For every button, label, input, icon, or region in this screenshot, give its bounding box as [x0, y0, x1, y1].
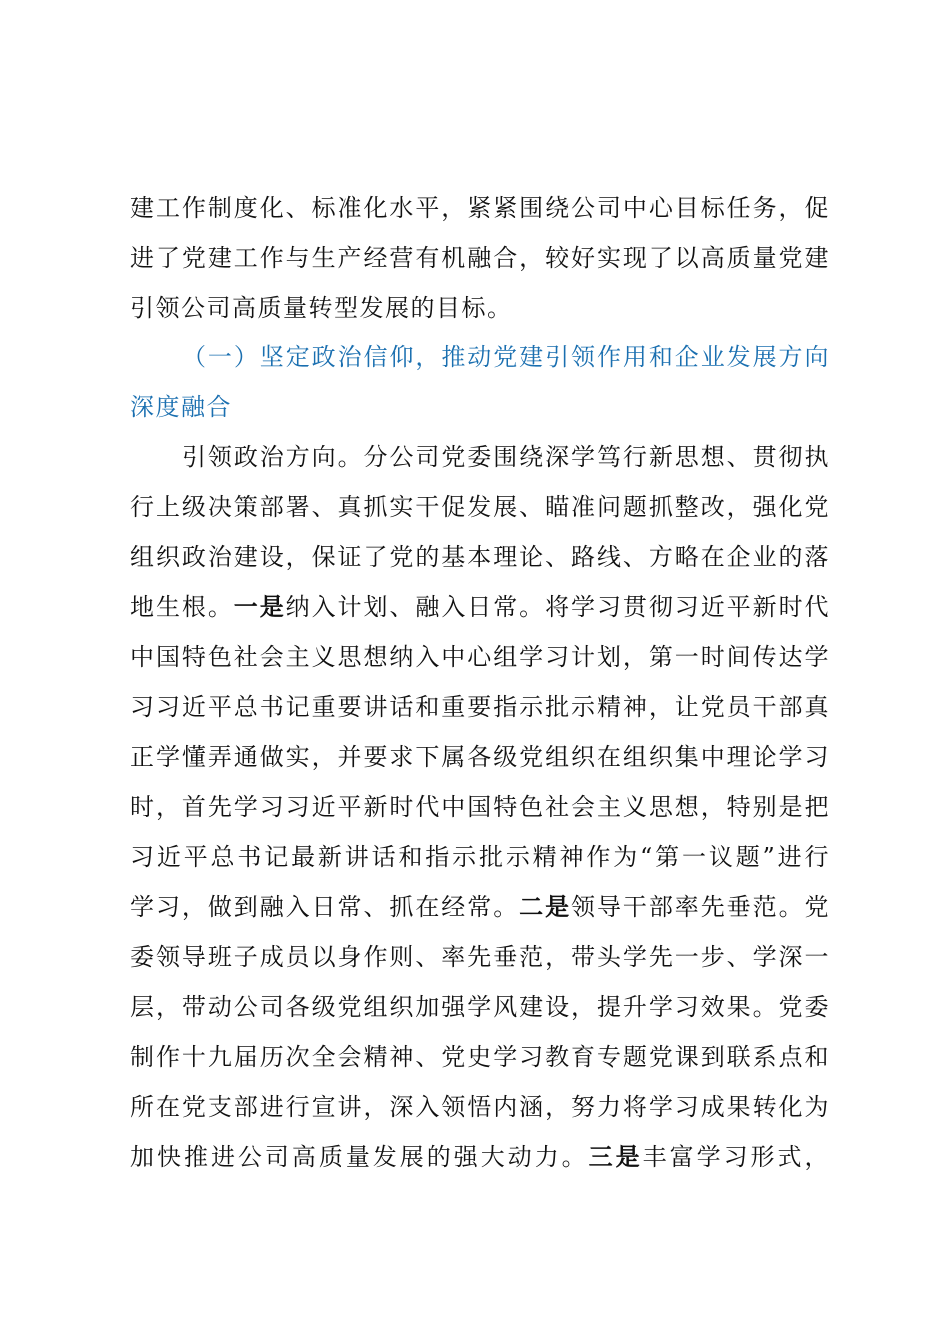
point-one-marker: 一是	[233, 593, 286, 621]
main-line-6: 习习近平总书记重要讲话和重要指示批示精神，让党员干部真	[130, 693, 830, 721]
main-paragraph	[130, 432, 830, 1182]
main-line-11: 委领导班子成员以身作则、率先垂范，带头学先一步、学深一	[130, 943, 830, 971]
main-line-10-pre: 学习，做到融入日常、抓在经常。	[130, 893, 520, 921]
intro-line-1: 建工作制度化、标准化水平，紧紧围绕公司中心目标任务，促	[130, 194, 830, 222]
intro-line-3: 引领公司高质量转型发展的目标。	[130, 294, 513, 322]
main-line-15	[130, 1132, 830, 1182]
main-line-13: 制作十九届历次全会精神、党史学习教育专题党课到联系点和	[130, 1043, 830, 1071]
point-three-marker: 三是	[588, 1143, 643, 1171]
point-two-marker: 二是	[519, 893, 572, 921]
main-line-3: 组织政治建设，保证了党的基本理论、路线、方略在企业的落	[130, 543, 830, 571]
heading-line-1: （一）坚定政治信仰，推动党建引领作用和企业发展方向	[182, 343, 830, 371]
main-line-15-post: 丰富学习形式，	[642, 1143, 831, 1171]
section-heading	[130, 332, 830, 432]
main-line-10-post: 领导干部率先垂范。党	[571, 893, 831, 921]
main-line-9: 习近平总书记最新讲话和指示批示精神作为“第一议题”进行	[130, 843, 830, 871]
main-line-4-post: 纳入计划、融入日常。将学习贯彻习近平新时代	[285, 593, 831, 621]
main-line-8: 时，首先学习习近平新时代中国特色社会主义思想，特别是把	[130, 793, 830, 821]
main-line-7: 正学懂弄通做实，并要求下属各级党组织在组织集中理论学习	[130, 743, 830, 771]
main-line-1: 引领政治方向。分公司党委围绕深学笃行新思想、贯彻执	[182, 443, 830, 471]
main-line-12: 层，带动公司各级党组织加强学风建设，提升学习效果。党委	[130, 993, 830, 1021]
main-line-4	[130, 582, 830, 632]
main-line-15-pre: 加快推进公司高质量发展的强大动力。	[130, 1143, 589, 1171]
main-line-5: 中国特色社会主义思想纳入中心组学习计划，第一时间传达学	[130, 643, 830, 671]
main-line-2: 行上级决策部署、真抓实干促发展、瞄准问题抓整改，强化党	[130, 493, 830, 521]
intro-line-2: 进了党建工作与生产经营有机融合，较好实现了以高质量党建	[130, 244, 830, 272]
main-line-10	[130, 882, 830, 932]
main-line-4-pre: 地生根。	[130, 593, 234, 621]
main-line-14: 所在党支部进行宣讲，深入领悟内涵，努力将学习成果转化为	[130, 1093, 830, 1121]
intro-paragraph	[130, 183, 830, 333]
heading-line-2: 深度融合	[130, 393, 232, 421]
